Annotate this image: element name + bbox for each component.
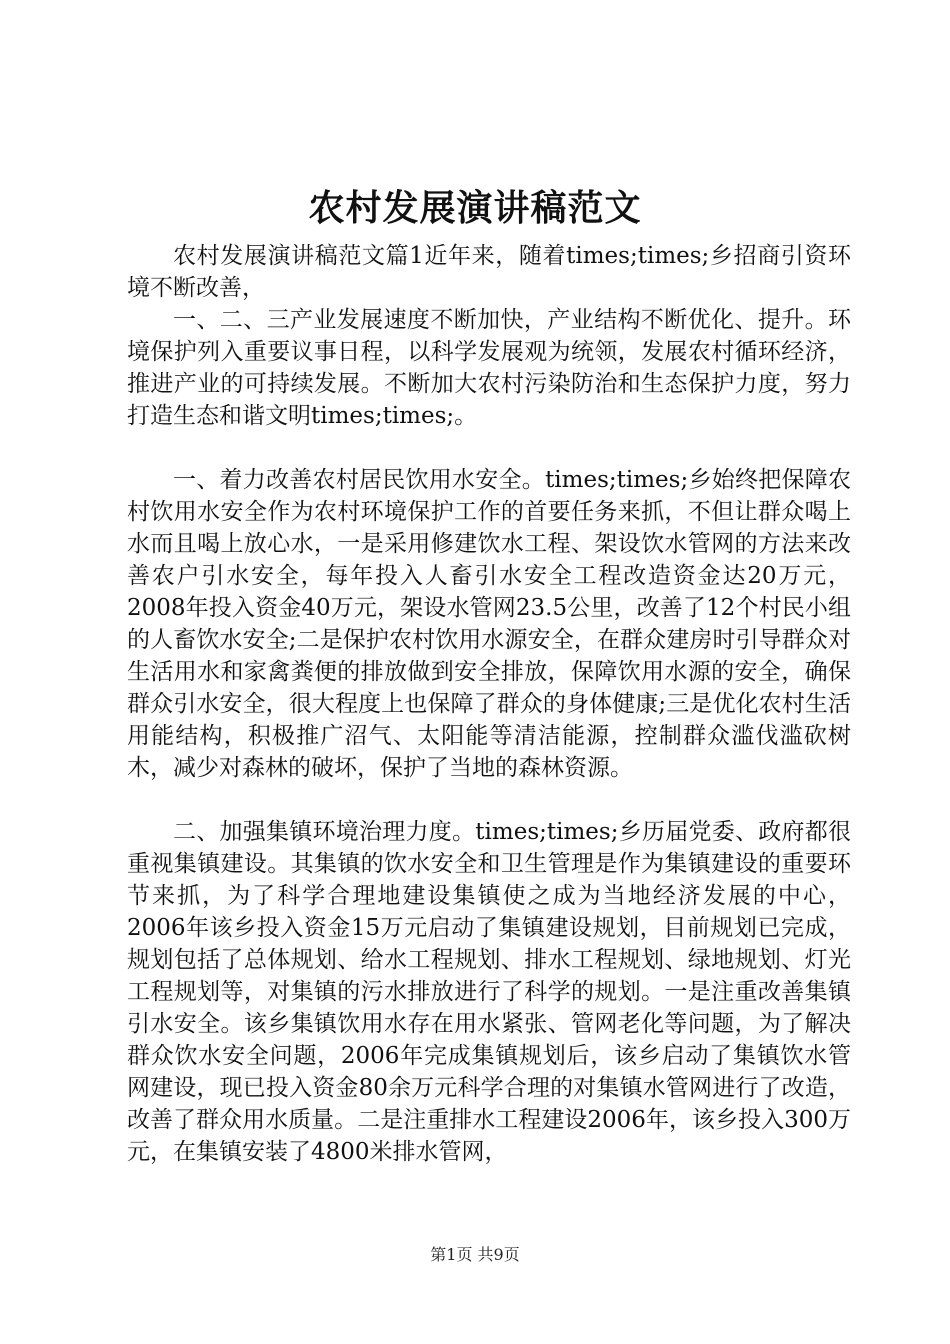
document-title: 农村发展演讲稿范文 — [308, 187, 642, 229]
page-number-footer: 第1页 共9页 — [430, 1245, 520, 1264]
document-body — [127, 240, 851, 1168]
paragraph-intro: 农村发展演讲稿范文篇1近年来，随着times;times;乡招商引资环境不断改善， — [127, 243, 851, 301]
paragraph-water-safety: 一、着力改善农村居民饮用水安全。times;times;乡始终把保障农村饮用水安全作为农村环境保护工作的首要任务来抓，不但让群众喝上水而且喝上放心水，一是采用修建饮水工程、架设饮水管网的方法来改善农户引水安全，每年投入人畜引水安全工程改造资金达20万元，2008年投入资金40万元，架设水管网23.5公里，改善了12个村民小组的人畜饮水安全;二是保护农村饮用水源安全，在群众建房时引导群众对生活用水和家禽粪便的排放做到安全排放，保障饮用水源的安全，确保群众引水安全，很大程度上也保障了群众的身体健康;三是优化农村生活用能结构，积极推广沼气、太阳能等清洁能源，控制群众滥伐滥砍树木，减少对森林的破坏，保护了当地的森林资源。 — [127, 467, 851, 781]
paragraph-town-governance: 二、加强集镇环境治理力度。times;times;乡历届党委、政府都很重视集镇建设。其集镇的饮水安全和卫生管理是作为集镇建设的重要环节来抓，为了科学合理地建设集镇使之成为当地经济发展的中心，2006年该乡投入资金15万元启动了集镇建设规划，目前规划已完成，规划包括了总体规划、给水工程规划、排水工程规划、绿地规划、灯光工程规划等，对集镇的污水排放进行了科学的规划。一是注重改善集镇引水安全。该乡集镇饮用水存在用水紧张、管网老化等问题，为了解决群众饮水安全问题，2006年完成集镇规划后，该乡启动了集镇饮水管网建设，现已投入资金80余万元科学合理的对集镇水管网进行了改造，改善了群众用水质量。二是注重排水工程建设2006年，该乡投入300万元，在集镇安装了4800米排水管网， — [127, 819, 851, 1165]
paragraph-overview: 一、二、三产业发展速度不断加快，产业结构不断优化、提升。环境保护列入重要议事日程，以科学发展观为统领，发展农村循环经济，推进产业的可持续发展。不断加大农村污染防治和生态保护力度，努力打造生态和谐文明times;times;。 — [127, 307, 851, 429]
